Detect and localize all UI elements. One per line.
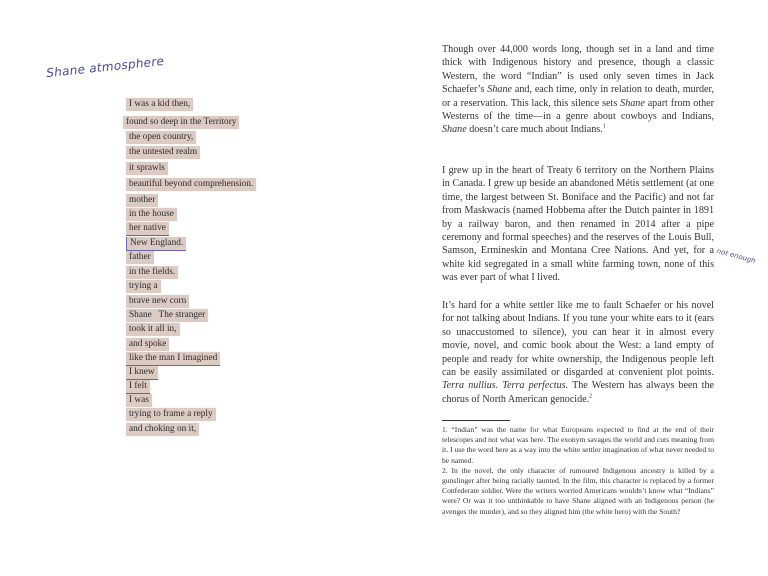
paragraph-2: I grew up in the heart of Treaty 6 territory on the Northern Plains in Canada. I grew up beside an abandoned Métis settlement (at one time, the largest between St. Boniface and the Pacific) and not far from Maskwacis (named Hobbema after the Dutch painter in 1891 by a railway baron, and then renamed in 2014 after a pipe ceremony and formal speeches) and the reserves of the Louis Bull, Samson, Ermineskin and Montana Cree Nations. And yet, for a white kid segregated in a small white farming town, none of this was ever part of what I lived. — [442, 165, 714, 284]
erasure-strip-underlined: like the man I imagined — [126, 352, 220, 366]
italic-phrase: Terra nullius. — [442, 380, 499, 392]
erasure-strip: brave new corn — [126, 295, 189, 308]
erasure-strip: in the house — [126, 208, 177, 221]
italic-phrase: Terra perfectus. — [502, 380, 569, 392]
footnote-1: 1. “Indian” was the name for what Europeans expected to find at the end of their telescopes and not what was here. The exonym savages the world and cuts meaning from it. I use the word here as a way into the white settler imagination of what never needed to be named. — [442, 425, 714, 465]
erasure-strip-underlined: I knew — [126, 366, 158, 380]
erasure-strip: trying to frame a reply — [126, 408, 216, 421]
erasure-strip-underlined: New England. — [126, 237, 186, 251]
erasure-strip: took it all in, — [126, 323, 180, 336]
footnote-divider — [442, 420, 510, 421]
paragraph-1 — [442, 43, 714, 137]
italic-title: Shane — [487, 84, 512, 96]
handwritten-margin-note: not enough — [715, 246, 757, 266]
erasure-strip: and spoke — [126, 338, 169, 351]
erasure-strip: mother — [126, 194, 158, 207]
erasure-strip: and choking on it, — [126, 423, 199, 436]
erasure-strip: beautiful beyond comprehension. — [126, 178, 256, 191]
text-run: Though over 44,000 words long, though set in a land and time thick with Indigenous history and presence, though a classic Western, the word “Indian” is used only seven times in Jack Schaefer’s — [442, 44, 714, 96]
erasure-strip: trying a — [126, 280, 161, 293]
erasure-strip-underlined: I felt — [126, 380, 150, 394]
erasure-strip: it sprawls — [126, 162, 168, 175]
italic-title: Shane — [442, 124, 467, 136]
handwritten-title: Shane atmosphere — [45, 53, 165, 81]
text-run: The Western has always been the chorus of North American genocide. — [442, 380, 714, 405]
erasure-strip: Shane The stranger — [126, 309, 208, 322]
text-run: and, each time, only in relation to death, murder, or a reservation. This lack, this silence sets — [442, 84, 715, 109]
text-run: apart from other Westerns of the time—in a genre about cowboys and Indians, — [442, 97, 714, 123]
italic-title: Shane — [620, 97, 645, 109]
footnote-ref[interactable]: 2 — [589, 393, 593, 400]
footnote-2: 2. In the novel, the only character of rumoured Indigenous ancestry is killed by a gunslinger after being racially taunted. In the film, this character is replaced by a former Confederate soldier. Were the writers worried Americans wouldn’t know what “Indians” were? Or was it too unthinkable to have Shane aligned with an Indigenous person (he avenges the murder), and so they aligned him (the white hero) with the South? — [442, 465, 714, 516]
erasure-strip: in the fields. — [126, 266, 178, 279]
erasure-strip: I was a kid then, — [126, 98, 193, 111]
erasure-strip: found so deep in the Territory — [123, 116, 239, 129]
erasure-strip: I was — [126, 394, 152, 407]
paragraph-3 — [442, 299, 714, 406]
footnote-ref[interactable]: 1 — [602, 124, 606, 131]
erasure-strip: father — [126, 251, 154, 264]
text-run: doesn’t care much about Indians. — [466, 124, 603, 136]
erasure-strip: the untested realm — [126, 146, 200, 159]
footnotes — [442, 425, 714, 517]
erasure-strip-underlined: her native — [126, 222, 169, 236]
text-run: It’s hard for a white settler like me to fault Schaefer or his novel for not talking about Indians. If you tune your white ears to it (ears so unaccustomed to silence), you can hear it in almost every movie, novel, and comic book about the West: a land empty of people and ready for white ownership, the Indigenous people left can be easily assimilated or disgarded at convenient plot points. — [442, 300, 714, 379]
erasure-strip: the open country, — [126, 131, 196, 144]
right-page — [384, 0, 768, 576]
